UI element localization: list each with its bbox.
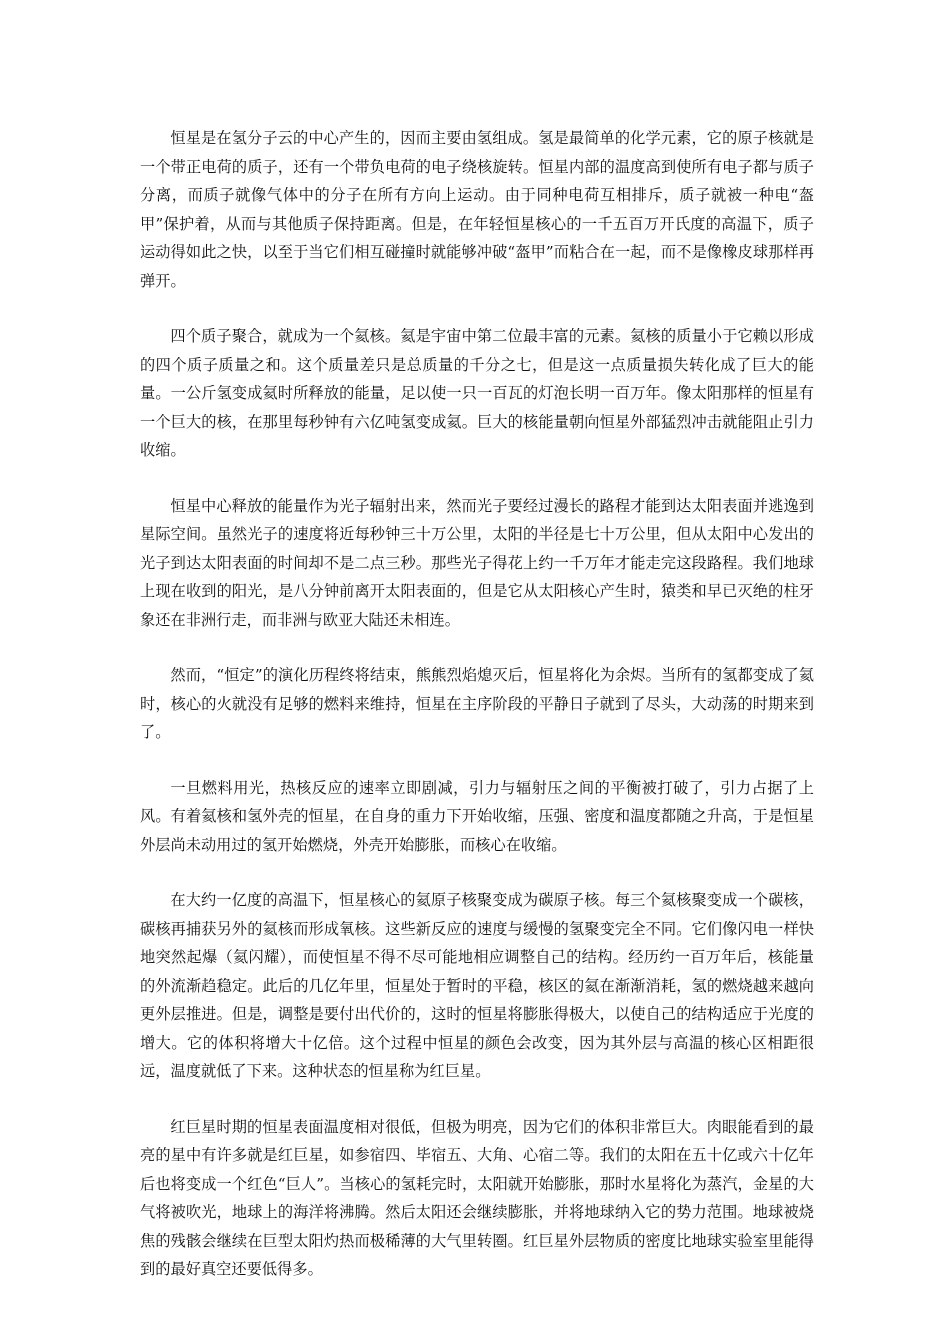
paragraph-6: 在大约一亿度的高温下，恒星核心的氦原子核聚变成为碳原子核。每三个氦核聚变成一个碳核，碳核再捕获另外的氦核而形成氧核。这些新反应的速度与缓慢的氢聚变完全不同。它们像闪电一样快地突然起爆（氦闪耀），而使恒星不得不尽可能地相应调整自己的结构。经历约一百万年后，核能量的外流渐趋稳定。此后的几亿年里，恒星处于暂时的平稳，核区的氦在渐渐消耗，氢的燃烧越来越向更外层推进。但是，调整是要付出代价的，这时的恒星将膨胀得极大，以使自己的结构适应于光度的增大。它的体积将增大十亿倍。这个过程中恒星的颜色会改变，因为其外层与高温的核心区相距很远，温度就低了下来。这种状态的恒星称为红巨星。 [140, 891, 814, 1080]
paragraph-2: 四个质子聚合，就成为一个氦核。氦是宇宙中第二位最丰富的元素。氦核的质量小于它赖以形成的四个质子质量之和。这个质量差只是总质量的千分之七，但是这一点质量损失转化成了巨大的能量。一公斤氢变成氦时所释放的能量，足以使一只一百瓦的灯泡长明一百万年。像太阳那样的恒星有一个巨大的核，在那里每秒钟有六亿吨氢变成氦。巨大的核能量朝向恒星外部猛烈冲击就能阻止引力收缩。 [140, 327, 814, 459]
paragraph-3: 恒星中心释放的能量作为光子辐射出来，然而光子要经过漫长的路程才能到达太阳表面并逃逸到星际空间。虽然光子的速度将近每秒钟三十万公里，太阳的半径是七十万公里，但从太阳中心发出的光子到达太阳表面的时间却不是二点三秒。那些光子得花上约一千万年才能走完这段路程。我们地球上现在收到的阳光，是八分钟前离开太阳表面的，但是它从太阳核心产生时，猿类和早已灭绝的柱牙象还在非洲行走，而非洲与欧亚大陆还未相连。 [140, 496, 814, 629]
article-body [140, 124, 814, 1311]
paragraph-5: 一旦燃料用光，热核反应的速率立即剧减，引力与辐射压之间的平衡被打破了，引力占据了上风。有着氦核和氢外壳的恒星，在自身的重力下开始收缩，压强、密度和温度都随之升高，于是恒星外层尚未动用过的氢开始燃烧，外壳开始膨胀，而核心在收缩。 [140, 778, 814, 854]
paragraph-7: 红巨星时期的恒星表面温度相对很低，但极为明亮，因为它们的体积非常巨大。肉眼能看到的最亮的星中有许多就是红巨星，如参宿四、毕宿五、大角、心宿二等。我们的太阳在五十亿或六十亿年后也将变成一个红色“巨人”。当核心的氢耗完时，太阳就开始膨胀，那时水星将化为蒸汽，金星的大气将被吹光，地球上的海洋将沸腾。然后太阳还会继续膨胀，并将地球纳入它的势力范围。地球被烧焦的残骸会继续在巨型太阳灼热而极稀薄的大气里转圈。红巨星外层物质的密度比地球实验室里能得到的最好真空还要低得多。 [140, 1117, 814, 1278]
paragraph-1: 恒星是在氢分子云的中心产生的，因而主要由氢组成。氢是最简单的化学元素，它的原子核就是一个带正电荷的质子，还有一个带负电荷的电子绕核旋转。恒星内部的温度高到使所有电子都与质子分离，而质子就像气体中的分子在所有方向上运动。由于同种电荷互相排斥，质子就被一种电“盔甲”保护着，从而与其他质子保持距离。但是，在年轻恒星核心的一千五百万开氏度的高温下，质子运动得如此之快，以至于当它们相互碰撞时就能够冲破“盔甲”而粘合在一起，而不是像橡皮球那样再弹开。 [140, 129, 814, 290]
paragraph-4: 然而，“恒定”的演化历程终将结束，熊熊烈焰熄灭后，恒星将化为余烬。当所有的氢都变成了氦时，核心的火就没有足够的燃料来维持，恒星在主序阶段的平静日子就到了尽头，大动荡的时期来到了。 [140, 666, 814, 741]
